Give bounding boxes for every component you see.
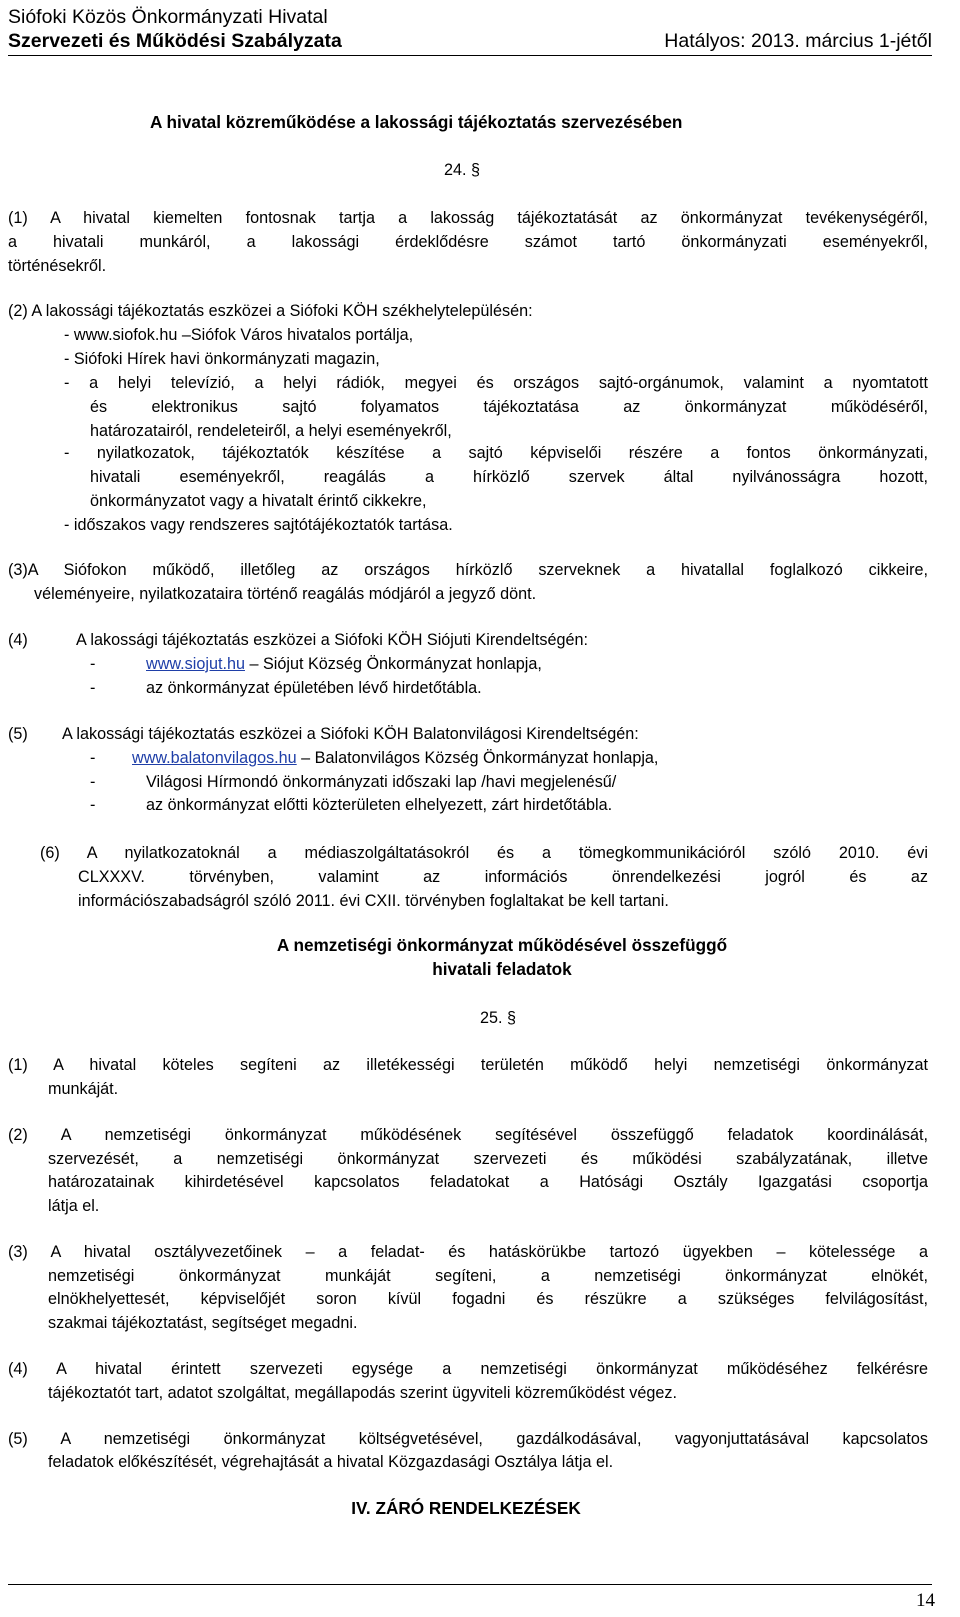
header-rule (8, 55, 932, 56)
s25-p2-line2: szervezését, a nemzetiségi önkormányzat szervezeti és működési szabályzatának, illetve (48, 1150, 928, 1168)
s24-p2-item-press-l3: önkormányzatot vagy a hivatalt érintő cikkekre, (90, 492, 427, 510)
chapter-iv-title: IV. ZÁRÓ RENDELKEZÉSEK (351, 1498, 581, 1518)
s25-p1-line1: (1) A hivatal köteles segíteni az illetékességi területén működő helyi nemzetiségi önkormányzat (8, 1056, 928, 1074)
s24-p5-dash-3: - (90, 796, 96, 814)
s24-p4-intro: A lakossági tájékoztatás eszközei a Siófoki KÖH Siójuti Kirendeltségén: (76, 631, 588, 649)
s24-p5-number: (5) (8, 725, 28, 743)
s24-p2-item-portal: - www.siofok.hu –Siófok Város hivatalos portálja, (64, 326, 414, 344)
balatonvilagos-link-desc: – Balatonvilágos Község Önkormányzat honlapja, (296, 749, 659, 767)
section-25-title-line1: A nemzetiségi önkormányzat működésével összefüggő (276, 935, 728, 955)
s25-p4-line2: tájékoztatót tart, adatot szolgáltat, megállapodás szerint ügyviteli közreműködést végez. (48, 1384, 677, 1402)
section-25-title-line2: hivatali feladatok (432, 959, 572, 979)
s24-p5-item-website (132, 746, 658, 770)
s25-p5-line1: (5) A nemzetiségi önkormányzat költségvetésével, gazdálkodásával, vagyonjuttatásával kapcsolatos (8, 1430, 928, 1448)
s25-p2-line1: (2) A nemzetiségi önkormányzat működésének segítésével összefüggő feladatok koordinálását, (8, 1126, 928, 1144)
section-24-number: 24. § (444, 161, 481, 179)
s24-p5-dash-1: - (90, 749, 96, 767)
s24-p2-item-press-l2: hivatali eseményekről, reagálás a hírközlő szervek által nyilvánosságra hozott, (90, 468, 928, 486)
s24-p1-line2: a hivatali munkáról, a lakossági érdeklődésre számot tartó önkormányzati eseményekről, (8, 233, 928, 251)
s25-p3-line2: nemzetiségi önkormányzat munkáját segíteni, a nemzetiségi önkormányzat elnökét, (48, 1267, 928, 1285)
s24-p5-item-newsletter: Világosi Hírmondó önkormányzati időszaki lap /havi megjelenésű/ (146, 773, 617, 791)
s25-p3-line1: (3) A hivatal osztályvezetőinek – a feladat- és hatáskörükbe tartozó ügyekben – kötelessége a (8, 1243, 928, 1261)
s24-p1-line3: történésekről. (8, 257, 107, 275)
s24-p3-line1: (3)A Siófokon működő, illetőleg az országos hírközlő szerveknek a hivatallal foglalkozó cikkeire, (8, 561, 928, 579)
s25-p4-line1: (4) A hivatal érintett szervezeti egysége a nemzetiségi önkormányzat működéséhez felkérésre (8, 1360, 928, 1378)
footer-rule (8, 1584, 932, 1585)
s24-p4-dash-2: - (90, 679, 96, 697)
header-doc-title: Szervezeti és Működési Szabályzata (8, 30, 342, 52)
s24-p6-line1: (6) A nyilatkozatoknál a médiaszolgáltatásokról és a tömegkommunikációról szóló 2010. évi (40, 844, 928, 862)
s25-p3-line4: szakmai tájékoztatást, segítséget megadni. (48, 1314, 358, 1332)
s25-p2-line3: határozatainak kihirdetésével kapcsolatos feladatokat a Hatósági Osztály Igazgatási csoportja (48, 1173, 928, 1191)
s25-p3-line3: elnökhelyettesét, képviselőjét soron kívül fogadni és részükre a szükséges felvilágosítást, (48, 1290, 928, 1308)
s24-p4-item-website (146, 652, 542, 676)
s24-p2-item-media-l1: - a helyi televízió, a helyi rádiók, megyei és országos sajtó-orgánumok, valamint a nyomtatott (64, 374, 928, 392)
s24-p1-line1: (1) A hivatal kiemelten fontosnak tartja a lakosság tájékoztatását az önkormányzat tevékenységéről, (8, 209, 928, 227)
page-number: 14 (916, 1590, 935, 1611)
header-effective-date: Hatályos: 2013. március 1-jétől (664, 30, 932, 52)
s24-p2-item-press-l1: - nyilatkozatok, tájékoztatók készítése a sajtó képviselői részére a fontos önkormányzati, (64, 444, 928, 462)
header-org: Siófoki Közös Önkormányzati Hivatal (8, 6, 328, 28)
balatonvilagos-link[interactable]: www.balatonvilagos.hu (132, 749, 297, 767)
s25-p1-line2: munkáját. (48, 1080, 119, 1098)
s24-p2-item-conference: - időszakos vagy rendszeres sajtótájékoztatók tartása. (64, 516, 453, 534)
s24-p3-line2: véleményeire, nyilatkozataira történő reagálás módjáról a jegyző dönt. (34, 585, 537, 603)
s24-p2-item-media-l2: és elektronikus sajtó folyamatos tájékoztatása az önkormányzat működéséről, (90, 398, 928, 416)
s24-p5-dash-2: - (90, 773, 96, 791)
s24-p6-line3: információszabadságról szóló 2011. évi CXII. törvényben foglaltakat be kell tartani. (78, 892, 669, 910)
s25-p2-line4: látja el. (48, 1197, 100, 1215)
s24-p5-item-board: az önkormányzat előtti közterületen elhelyezett, zárt hirdetőtábla. (146, 796, 613, 814)
header-line (8, 30, 932, 52)
s24-p4-number: (4) (8, 631, 28, 649)
siojut-link[interactable]: www.siojut.hu (146, 655, 245, 673)
s24-p2-item-media-l3: határozatairól, rendeleteiről, a helyi eseményekről, (90, 422, 452, 440)
section-25-number: 25. § (480, 1009, 517, 1027)
section-24-title: A hivatal közreműködése a lakossági tájékoztatás szervezésében (150, 112, 683, 132)
s24-p6-line2: CLXXXV. törvényben, valamint az információs önrendelkezési jogról és az (78, 868, 928, 886)
s24-p2-item-magazine: - Siófoki Hírek havi önkormányzati magazin, (64, 350, 380, 368)
siojut-link-desc: – Siójut Község Önkormányzat honlapja, (244, 655, 542, 673)
s24-p2-intro: (2) A lakossági tájékoztatás eszközei a Siófoki KÖH székhelytelepülésén: (8, 302, 533, 320)
s24-p4-dash-1: - (90, 655, 96, 673)
s24-p4-item-board: az önkormányzat épületében lévő hirdetőtábla. (146, 679, 482, 697)
s24-p5-intro: A lakossági tájékoztatás eszközei a Siófoki KÖH Balatonvilágosi Kirendeltségén: (62, 725, 639, 743)
s25-p5-line2: feladatok előkészítését, végrehajtását a hivatal Közgazdasági Osztálya látja el. (48, 1453, 614, 1471)
